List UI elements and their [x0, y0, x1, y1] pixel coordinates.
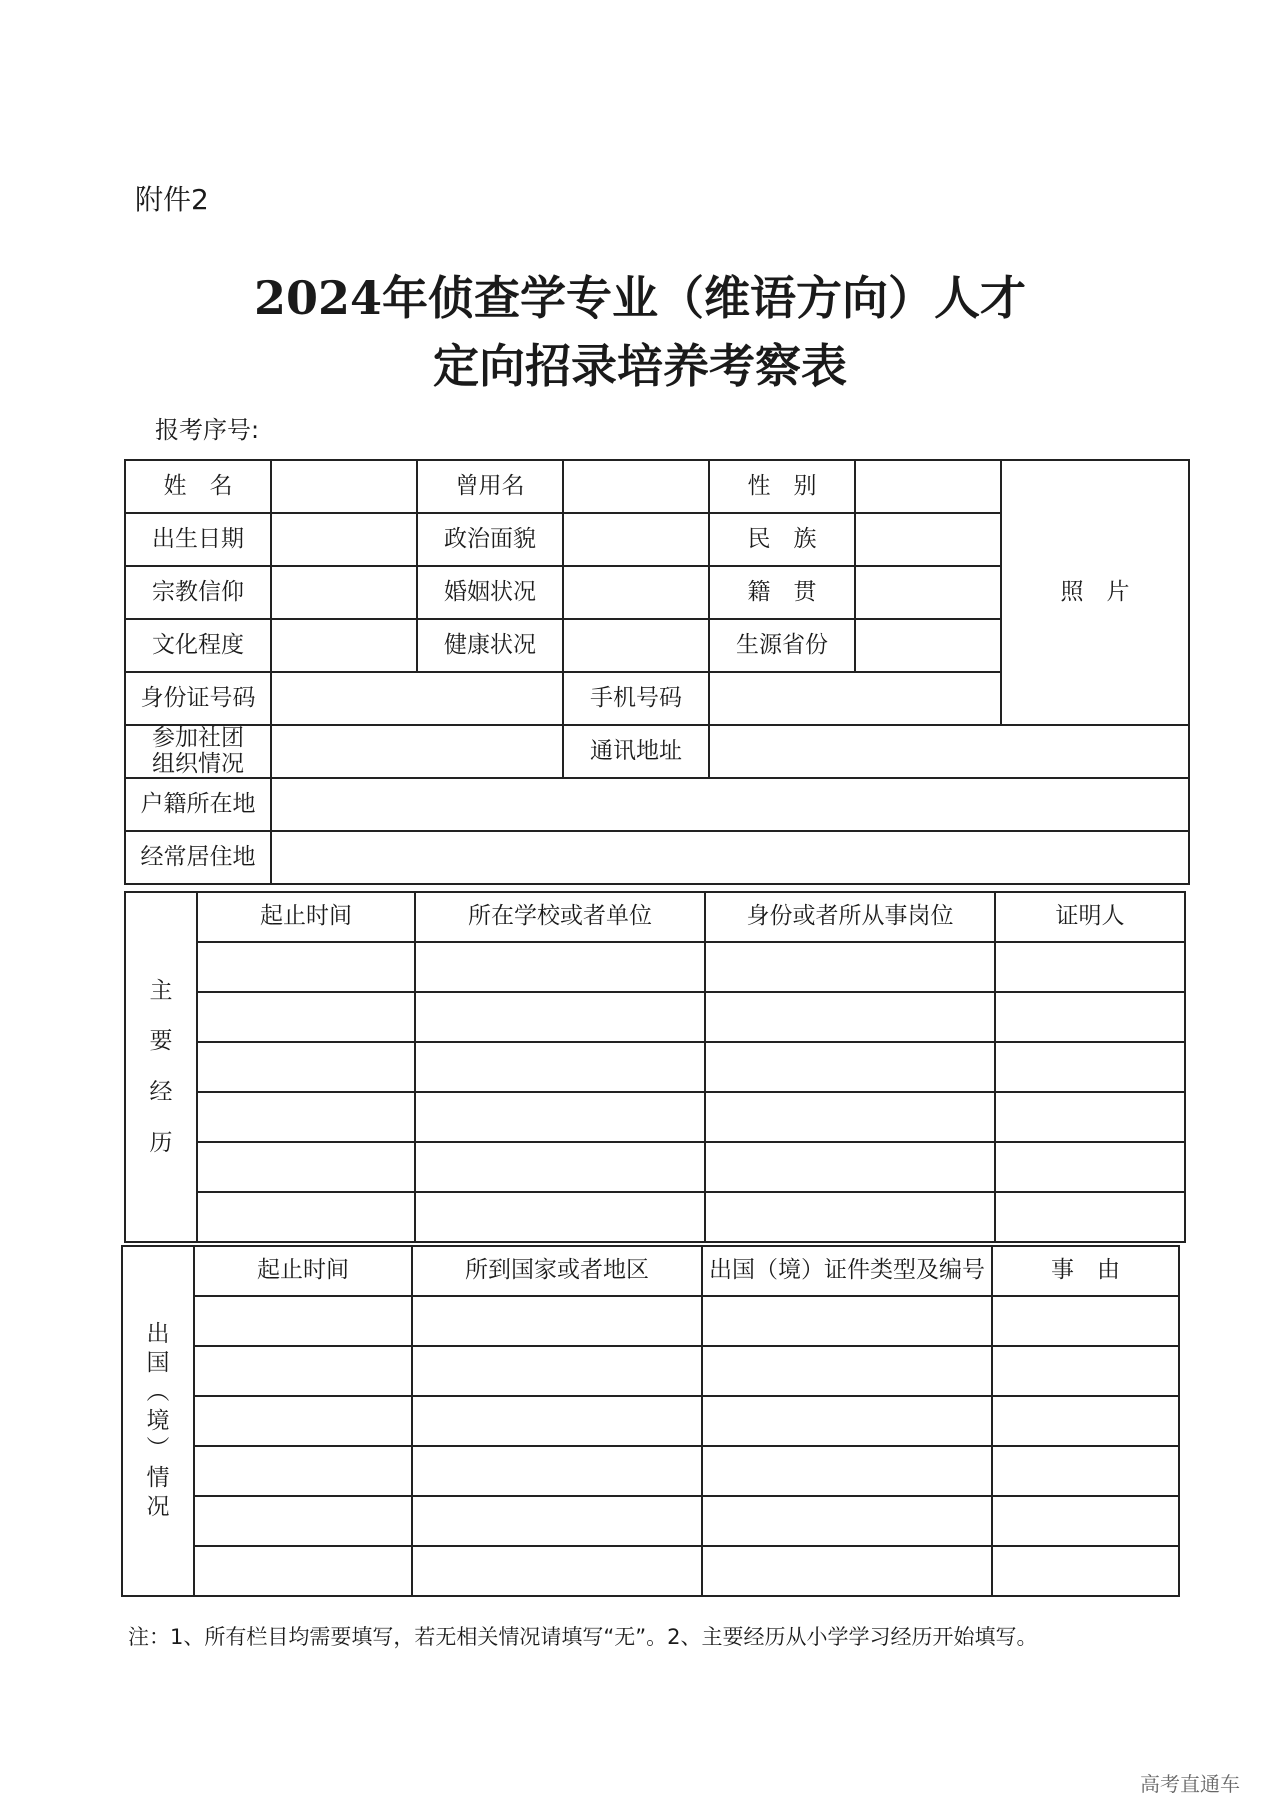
form-note: 注：1、所有栏目均需要填写，若无相关情况请填写“无”。2、主要经历从小学学习经历开始填写。: [128, 1625, 1038, 1649]
experience-cell[interactable]: [197, 1192, 415, 1242]
id-number-label: 身份证号码: [125, 672, 271, 725]
abroad-cell[interactable]: [194, 1346, 412, 1396]
political-status-label: 政治面貌: [417, 513, 563, 566]
abroad-cell[interactable]: [702, 1396, 992, 1446]
experience-row: [125, 942, 1185, 992]
abroad-side-char: 国: [146, 1350, 170, 1377]
basic-info-table: [124, 459, 1190, 885]
abroad-cell[interactable]: [702, 1296, 992, 1346]
experience-cell[interactable]: [197, 1142, 415, 1192]
abroad-cell[interactable]: [992, 1496, 1179, 1546]
address-field[interactable]: [709, 725, 1189, 778]
education-field[interactable]: [271, 619, 417, 672]
abroad-cell[interactable]: [412, 1296, 702, 1346]
experience-cell[interactable]: [197, 992, 415, 1042]
abroad-cell[interactable]: [992, 1446, 1179, 1496]
abroad-cell[interactable]: [702, 1546, 992, 1596]
experience-row: [125, 1042, 1185, 1092]
experience-side-char: 经: [149, 1079, 173, 1105]
experience-row: [125, 1192, 1185, 1242]
name-label: 姓 名: [125, 460, 271, 513]
experience-cell[interactable]: [995, 1142, 1185, 1192]
experience-side-char: 主: [149, 977, 173, 1004]
birth-date-field[interactable]: [271, 513, 417, 566]
marital-status-label: 婚姻状况: [417, 566, 563, 619]
experience-cell[interactable]: [197, 1092, 415, 1142]
organization-field[interactable]: [271, 725, 563, 778]
abroad-cell[interactable]: [412, 1546, 702, 1596]
former-name-field[interactable]: [563, 460, 709, 513]
abroad-cell[interactable]: [412, 1346, 702, 1396]
attachment-label: 附件2: [135, 183, 209, 216]
source-province-field[interactable]: [855, 619, 1001, 672]
photo-box[interactable]: [1001, 460, 1189, 725]
phone-field[interactable]: [709, 672, 1001, 725]
experience-cell[interactable]: [705, 1142, 995, 1192]
residence-field[interactable]: [271, 831, 1189, 884]
abroad-side-char: 境: [146, 1407, 170, 1434]
abroad-row: [122, 1546, 1179, 1596]
religion-field[interactable]: [271, 566, 417, 619]
abroad-cell[interactable]: [992, 1296, 1179, 1346]
experience-row: [125, 1142, 1185, 1192]
experience-cell[interactable]: [995, 992, 1185, 1042]
abroad-cell[interactable]: [194, 1496, 412, 1546]
experience-cell[interactable]: [705, 942, 995, 992]
residence-label: 经常居住地: [125, 831, 271, 884]
experience-cell[interactable]: [995, 1192, 1185, 1242]
gender-label: 性 别: [709, 460, 855, 513]
native-place-label: 籍 贯: [709, 566, 855, 619]
experience-cell[interactable]: [415, 1192, 705, 1242]
household-field[interactable]: [271, 778, 1189, 831]
abroad-row: [122, 1346, 1179, 1396]
abroad-cell[interactable]: [992, 1346, 1179, 1396]
experience-cell[interactable]: [995, 1042, 1185, 1092]
political-status-field[interactable]: [563, 513, 709, 566]
health-label: 健康状况: [417, 619, 563, 672]
abroad-side-char: ︶: [146, 1436, 170, 1463]
birth-date-label: 出生日期: [125, 513, 271, 566]
experience-cell[interactable]: [705, 1042, 995, 1092]
experience-cell[interactable]: [415, 942, 705, 992]
native-place-field[interactable]: [855, 566, 1001, 619]
experience-cell[interactable]: [995, 942, 1185, 992]
abroad-cell[interactable]: [992, 1396, 1179, 1446]
abroad-cell[interactable]: [412, 1496, 702, 1546]
abroad-cell[interactable]: [702, 1346, 992, 1396]
organization-label-line2: 组织情况: [152, 750, 244, 777]
experience-header-witness: 证明人: [995, 892, 1185, 942]
abroad-cell[interactable]: [702, 1446, 992, 1496]
household-label: 户籍所在地: [125, 778, 271, 831]
experience-header-period: 起止时间: [197, 892, 415, 942]
photo-label: 照 片: [1060, 578, 1130, 605]
experience-cell[interactable]: [705, 1092, 995, 1142]
abroad-cell[interactable]: [992, 1546, 1179, 1596]
abroad-side-char: 情: [146, 1465, 170, 1492]
experience-row: [125, 1092, 1185, 1142]
abroad-side-char: ︵: [146, 1378, 170, 1405]
ethnicity-field[interactable]: [855, 513, 1001, 566]
abroad-cell[interactable]: [412, 1446, 702, 1496]
form-title-line1: 2024年侦查学专业（维语方向）人才: [253, 271, 1027, 325]
abroad-table: [121, 1245, 1180, 1597]
marital-status-field[interactable]: [563, 566, 709, 619]
experience-side-char: 历: [149, 1129, 173, 1156]
ethnicity-label: 民 族: [709, 513, 855, 566]
source-province-label: 生源省份: [709, 619, 855, 672]
name-field[interactable]: [271, 460, 417, 513]
form-title-line2: 定向招录培养考察表: [433, 339, 847, 393]
abroad-cell[interactable]: [412, 1396, 702, 1446]
experience-header-position: 身份或者所从事岗位: [705, 892, 995, 942]
former-name-label: 曾用名: [417, 460, 563, 513]
watermark: 高考直通车: [1140, 1772, 1240, 1796]
abroad-header-reason: 事 由: [992, 1246, 1179, 1296]
experience-cell[interactable]: [197, 1042, 415, 1092]
abroad-header-document: 出国（境）证件类型及编号: [702, 1246, 992, 1296]
id-number-field[interactable]: [271, 672, 563, 725]
religion-label: 宗教信仰: [125, 566, 271, 619]
abroad-row: [122, 1296, 1179, 1346]
abroad-row: [122, 1396, 1179, 1446]
organization-label-line1: 参加社团: [152, 725, 244, 752]
abroad-side-char: 况: [146, 1493, 170, 1520]
organization-label: [125, 725, 271, 778]
serial-number-label: 报考序号:: [155, 416, 260, 444]
experience-header-school: 所在学校或者单位: [415, 892, 705, 942]
abroad-cell[interactable]: [194, 1296, 412, 1346]
gender-field[interactable]: [855, 460, 1001, 513]
experience-cell[interactable]: [415, 1042, 705, 1092]
experience-cell[interactable]: [995, 1092, 1185, 1142]
abroad-header-period: 起止时间: [194, 1246, 412, 1296]
abroad-header-country: 所到国家或者地区: [412, 1246, 702, 1296]
abroad-cell[interactable]: [194, 1546, 412, 1596]
abroad-row: [122, 1496, 1179, 1546]
address-label: 通讯地址: [563, 725, 709, 778]
health-field[interactable]: [563, 619, 709, 672]
experience-side-label: [125, 892, 197, 1242]
education-label: 文化程度: [125, 619, 271, 672]
experience-side-char: 要: [149, 1028, 173, 1055]
experience-row: [125, 992, 1185, 1042]
abroad-side-label: [122, 1246, 194, 1596]
experience-table: [124, 891, 1186, 1243]
phone-label: 手机号码: [563, 672, 709, 725]
abroad-cell[interactable]: [702, 1496, 992, 1546]
abroad-side-char: 出: [146, 1321, 170, 1348]
experience-cell[interactable]: [705, 1192, 995, 1242]
abroad-cell[interactable]: [194, 1446, 412, 1496]
experience-cell[interactable]: [705, 992, 995, 1042]
experience-cell[interactable]: [197, 942, 415, 992]
experience-cell[interactable]: [415, 1092, 705, 1142]
abroad-cell[interactable]: [194, 1396, 412, 1446]
abroad-row: [122, 1446, 1179, 1496]
experience-cell[interactable]: [415, 992, 705, 1042]
experience-cell[interactable]: [415, 1142, 705, 1192]
